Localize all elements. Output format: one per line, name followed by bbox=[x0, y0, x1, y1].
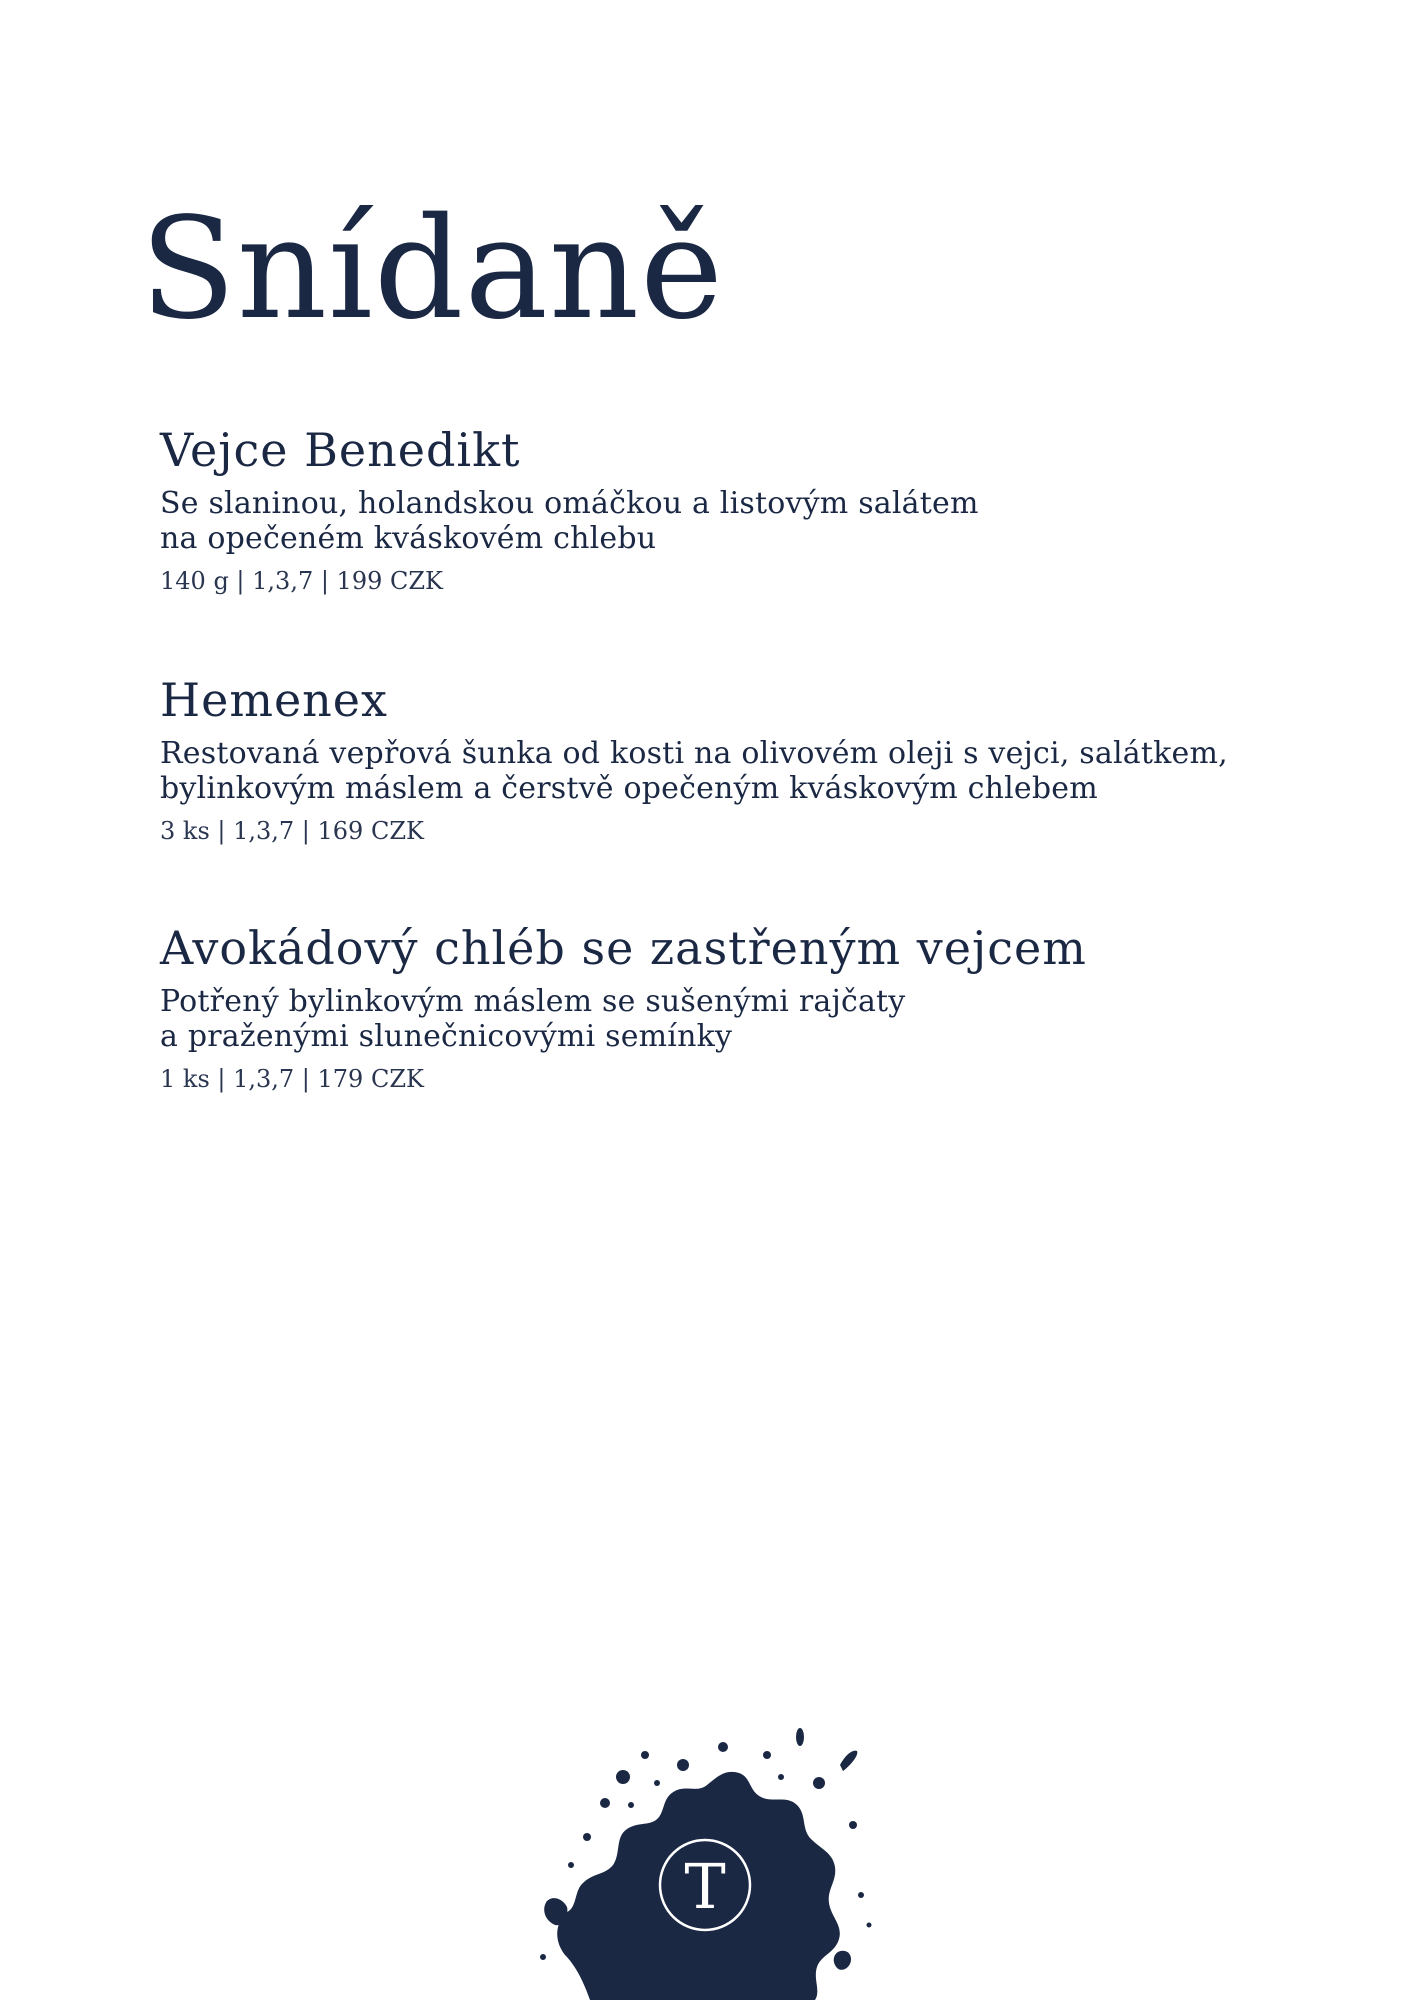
menu-item bbox=[160, 670, 1320, 846]
menu-item-meta: 140 g | 1,3,7 | 199 CZK bbox=[160, 567, 443, 595]
menu-item-meta: 3 ks | 1,3,7 | 169 CZK bbox=[160, 817, 424, 845]
brand-logo bbox=[535, 1725, 880, 2000]
menu-item-description bbox=[160, 736, 1320, 806]
menu-item-meta: 1 ks | 1,3,7 | 179 CZK bbox=[160, 1065, 424, 1093]
menu-item-name: Avokádový chléb se zastřeným vejcem bbox=[160, 921, 1087, 975]
menu-item-description-line: bylinkovým máslem a čerstvě opečeným kváskovým chlebem bbox=[160, 771, 1098, 806]
menu-item-description-line: Se slaninou, holandskou omáčkou a listovým salátem bbox=[160, 486, 979, 521]
menu-item-name: Vejce Benedikt bbox=[160, 423, 521, 477]
menu-item-description bbox=[160, 984, 1320, 1054]
logo-letter: T bbox=[684, 1850, 726, 1923]
menu-item-description-line: a praženými slunečnicovými semínky bbox=[160, 1019, 733, 1054]
menu-item-description bbox=[160, 486, 1320, 556]
ink-splash-logo-icon bbox=[535, 1725, 880, 2000]
menu-item bbox=[160, 420, 1320, 596]
menu-item-description-line: na opečeném kváskovém chlebu bbox=[160, 521, 657, 556]
page-title: Snídaně bbox=[140, 188, 724, 351]
menu-item-description-line: Potřený bylinkovým máslem se sušenými rajčaty bbox=[160, 984, 906, 1019]
menu-item-name: Hemenex bbox=[160, 673, 388, 727]
menu-item bbox=[160, 918, 1320, 1094]
menu-item-description-line: Restovaná vepřová šunka od kosti na olivovém oleji s vejci, salátkem, bbox=[160, 736, 1228, 771]
